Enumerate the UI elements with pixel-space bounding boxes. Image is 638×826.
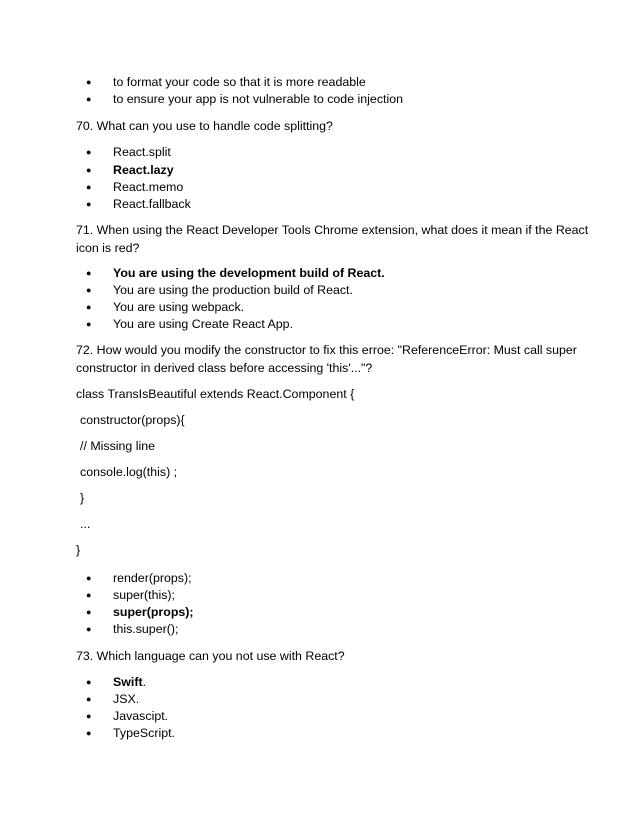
option-text: render(props); (113, 571, 192, 585)
option-text: You are using Create React App. (113, 317, 294, 331)
bullet: ● (86, 319, 92, 329)
bullet: ● (86, 182, 92, 192)
bullet: ● (86, 694, 92, 704)
bullet: ● (86, 77, 92, 87)
option-suffix: . (142, 675, 147, 689)
code-line: // Missing line (80, 439, 156, 453)
bullet: ● (86, 728, 92, 738)
option-text: You are using webpack. (113, 300, 245, 314)
correct-option-text: super(props); (113, 605, 194, 619)
code-line: constructor(props){ (80, 413, 185, 427)
bullet: ● (86, 711, 92, 721)
option-text: TypeScript. (113, 726, 175, 740)
question-71-line-2: icon is red? (76, 241, 140, 255)
option-text: React.split (113, 145, 171, 159)
bullet: ● (86, 268, 92, 278)
question-70: 70. What can you use to handle code splitting? (76, 119, 333, 133)
bullet: ● (86, 147, 92, 157)
question-73: 73. Which language can you not use with React? (76, 649, 345, 663)
bullet: ● (86, 677, 92, 687)
code-line: console.log(this) ; (80, 465, 178, 479)
bullet: ● (86, 573, 92, 583)
correct-option-text: Swift (113, 675, 143, 689)
bullet: ● (86, 590, 92, 600)
option-text: this.super(); (113, 622, 179, 636)
bullet: ● (86, 165, 92, 175)
option-text: React.memo (113, 180, 184, 194)
correct-option-text: You are using the development build of React. (113, 266, 385, 280)
code-line: ... (80, 517, 91, 531)
question-72-line-2: constructor in derived class before accessing 'this'..."? (76, 361, 373, 375)
option-text: React.fallback (113, 197, 191, 211)
option-text: Javascipt. (113, 709, 169, 723)
code-line: class TransIsBeautiful extends React.Component { (76, 387, 355, 401)
option-text: to ensure your app is not vulnerable to code injection (113, 92, 403, 106)
bullet: ● (86, 285, 92, 295)
question-72-line-1: 72. How would you modify the constructor to fix this erroe: "ReferenceError: Must call super (76, 343, 577, 357)
option-text: super(this); (113, 588, 175, 602)
bullet: ● (86, 302, 92, 312)
bullet: ● (86, 624, 92, 634)
bullet: ● (86, 607, 92, 617)
correct-option-text: React.lazy (113, 163, 174, 177)
option-text (113, 676, 146, 688)
option-text: to format your code so that it is more readable (113, 75, 366, 89)
bullet: ● (86, 199, 92, 209)
option-text: JSX. (113, 692, 140, 706)
option-text: You are using the production build of React. (113, 283, 353, 297)
question-71-line-1: 71. When using the React Developer Tools Chrome extension, what does it mean if the React (76, 223, 589, 237)
bullet: ● (86, 94, 92, 104)
code-line: } (76, 543, 81, 557)
code-line: } (80, 491, 85, 505)
